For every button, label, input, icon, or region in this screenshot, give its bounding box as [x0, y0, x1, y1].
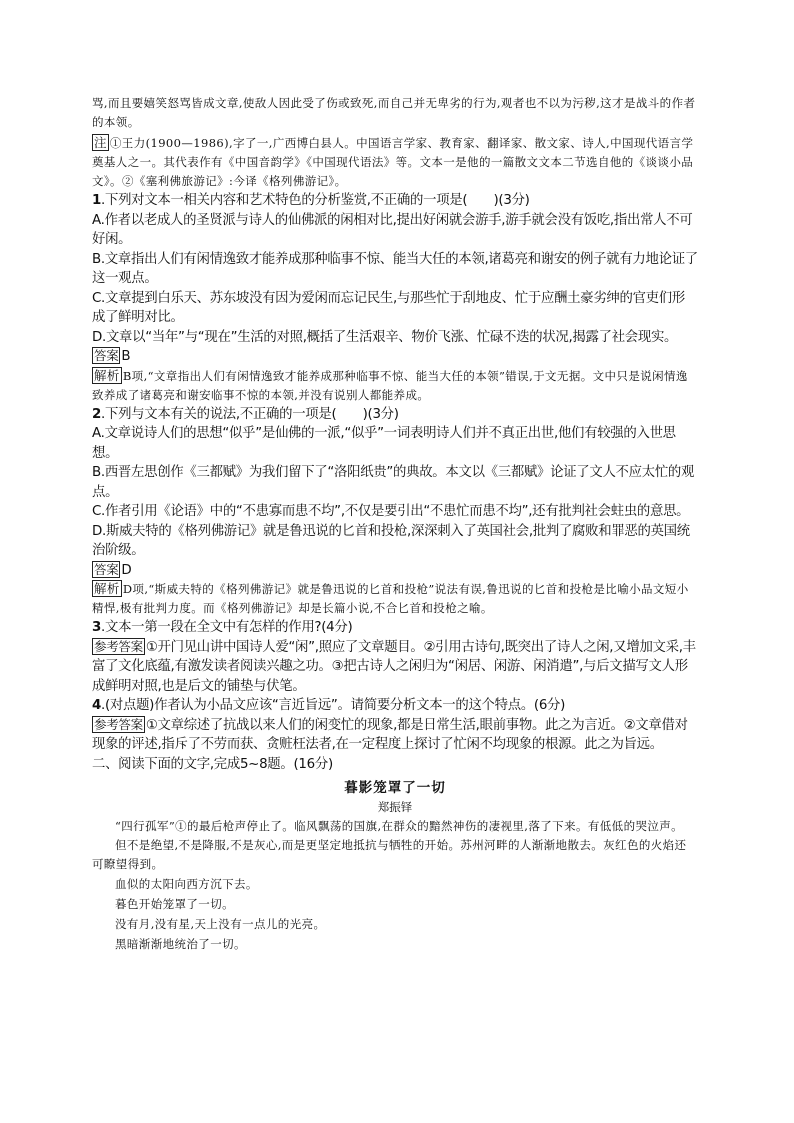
passage-title: 暮影笼罩了一切: [344, 780, 446, 796]
question-4-answer: [92, 716, 698, 755]
top-paragraph: 骂,而且要嬉笑怒骂皆成文章,使敌人因此受了伤或致死,而自己并无卑劣的行为,观者也不以为污秽,这才是战斗的作者的本领。: [92, 96, 696, 129]
analysis-text: D项,“斯威夫特的《格列佛游记》就是鲁迅说的匕首和投枪”说法有误,鲁迅说的匕首和投枪是比喻小品文短小精悍,极有批判力度。而《格列佛游记》却是长篇小说,不合匕首和投枪之喻。: [92, 582, 689, 615]
analysis-label: 解析: [94, 367, 120, 383]
note-text: ①王力(1900—1986),字了一,广西博白县人。中国语言学家、教育家、翻译家、散文家、诗人,中国现代语言学奠基人之一。其代表作有《中国音韵学》《中国现代语法》等。文本一是他的一篇散文文本二节选自他的《谈谈小品文》。②《塞利佛旅游记》:今译《格列佛游记》。: [92, 136, 694, 188]
section-2-heading: 二、阅读下面的文字,完成5~8题。(16分): [92, 756, 333, 772]
analysis-label: 解析: [94, 581, 120, 596]
answer-value: D: [121, 562, 132, 578]
reference-answer-text: ①文章综述了抗战以来人们的闲变忙的现象,都是日常生活,眼前事物。此之为言近。②文章借对现象的评述,指斥了不劳而获、贪赃枉法者,在一定程度上探讨了忙闲不均现象的根源。此之为旨远。: [92, 717, 688, 752]
passage-line: 没有月,没有星,天上没有一点儿的光亮。: [115, 917, 326, 931]
question-1-number: 1: [92, 193, 102, 208]
question-3-number: 3: [92, 620, 102, 635]
passage-paragraph-2: 但不是绝望,不是降服,不是灰心,而是更坚定地抵抗与牺牲的开始。苏州河畔的人渐渐地散去。灰红色的火焰还可瞭望得到。: [92, 838, 687, 871]
answer-label: 答案: [94, 561, 119, 577]
reference-answer-label: 参考答案: [94, 638, 143, 654]
question-1-option-d: D.文章以“当年”与“现在”生活的对照,概括了生活艰辛、物价飞涨、忙碌不迭的状况,揭露了社会现实。: [92, 329, 678, 345]
question-3-stem: 3.文本一第一段在全文中有怎样的作用?(4分): [92, 620, 353, 635]
note-label: 注: [94, 135, 107, 150]
question-1-option-b: B.文章指出人们有闲情逸致才能养成那种临事不惊、能当大任的本领,诸葛亮和谢安的例子就有力地论证了这一观点。: [92, 251, 698, 286]
question-1-option-a: A.作者以老成人的圣贤派与诗人的仙佛派的闲相对比,提出好闲就会游手,游手就会没有饭吃,指出常人不可好闲。: [92, 212, 693, 247]
question-2-option-a: A.文章说诗人们的思想“似乎”是仙佛的一派,“似乎”一词表明诗人们并不真正出世,他们有较强的入世思想。: [92, 426, 676, 461]
question-2-option-b: B.西晋左思创作《三都赋》为我们留下了“洛阳纸贵”的典故。本文以《三都赋》论证了文人不应太忙的观点。: [92, 465, 695, 500]
question-3-answer: [92, 638, 698, 697]
question-2-number: 2: [92, 406, 102, 422]
question-1-stem: 1.下列对文本一相关内容和艺术特色的分析鉴赏,不正确的一项是( )(3分): [92, 193, 530, 208]
question-2-answer: [92, 561, 698, 581]
analysis-text: B项,“文章指出人们有闲情逸致才能养成那种临事不惊、能当大任的本领”错误,于文无据。文中只是说闲情逸致养成了诸葛亮和谢安临事不惊的本领,并没有说别人都能养成。: [92, 368, 688, 402]
question-4-stem: 4.(对点题)作者认为小品文应该“言近旨远”。请简要分析文本一的这个特点。(6分): [92, 698, 566, 713]
answer-value: B: [121, 349, 131, 364]
question-1-answer: [92, 347, 698, 367]
question-2-option-d: D.斯威夫特的《格列佛游记》就是鲁迅说的匕首和投枪,深深刺入了英国社会,批判了腐败和罪恶的英国统治阶级。: [92, 523, 690, 558]
passage-paragraph-1: “四行孤军”①的最后枪声停止了。临风飘荡的国旗,在群众的黯然神伤的凄视里,落了下来。有低低的哭泣声。: [115, 819, 684, 833]
document-page: [92, 94, 698, 954]
answer-label: 答案: [94, 348, 119, 363]
question-2-stem: 2.下列与文本有关的说法,不正确的一项是( )(3分): [92, 406, 399, 422]
passage-author: 郑振铎: [377, 800, 413, 814]
question-1-option-c: C.文章提到白乐天、苏东坡没有因为爱闲而忘记民生,与那些忙于刮地皮、忙于应酬土豪劣绅的官吏们形成了鲜明对比。: [92, 290, 685, 325]
question-2-analysis: [92, 580, 698, 618]
question-2-option-c: C.作者引用《论语》中的“不患寡而患不均”,不仅是要引出“不患忙而患不均”,还有批判社会蛀虫的意思。: [92, 504, 690, 519]
reference-answer-label: 参考答案: [94, 716, 143, 732]
passage-line: 血似的太阳向西方沉下去。: [115, 877, 258, 891]
passage-lines: [92, 874, 698, 954]
question-1-analysis: [92, 367, 698, 405]
question-4-number: 4: [92, 698, 102, 713]
reference-answer-text: ①开门见山讲中国诗人爱“闲”,照应了文章题目。②引用古诗句,既突出了诗人之闲,又增加文采,丰富了文化底蕴,有激发读者阅读兴趣之功。③把古诗人之闲归为“闲居、闲游、闲消遣”,与后文描写文人形成鲜明对照,也是后文的铺垫与伏笔。: [92, 639, 696, 694]
note: [92, 134, 698, 191]
passage-line: 暮色开始笼罩了一切。: [115, 897, 234, 911]
passage-line: 黑暗渐渐地统治了一切。: [115, 937, 246, 951]
